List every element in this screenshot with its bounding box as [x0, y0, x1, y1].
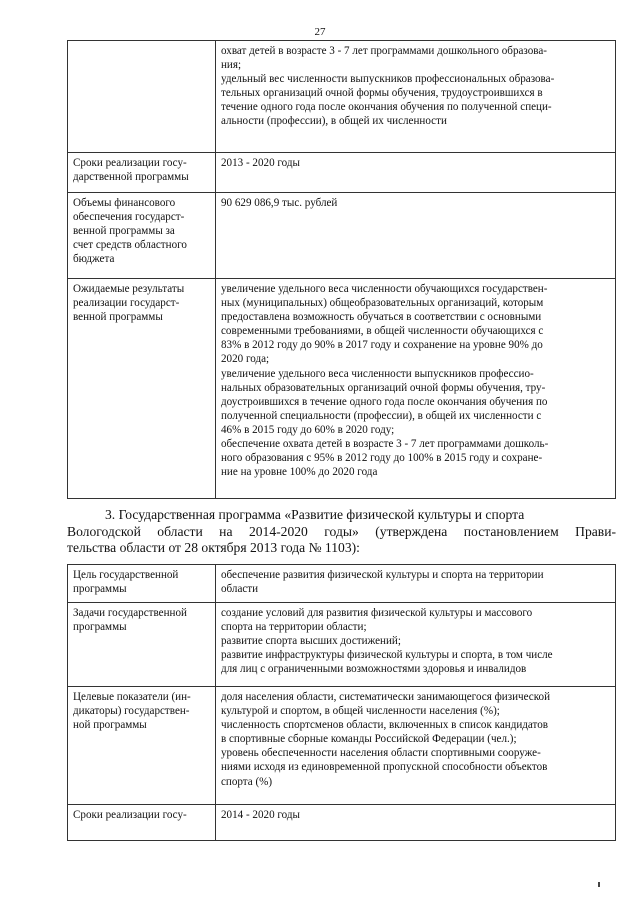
text-line: 90 629 086,9 тыс. рублей	[221, 197, 338, 209]
label-line: дикаторы) государствен-	[73, 705, 190, 718]
label-line: Задачи государственной	[73, 607, 187, 619]
row-content	[216, 687, 616, 805]
label-line: дарственной программы	[73, 171, 189, 184]
text-line: доля населения области, систематически занимающегося физической	[221, 691, 551, 703]
section-3-heading	[67, 507, 616, 557]
text-line: создание условий для развития физической культуры и массового	[221, 607, 533, 619]
row-label	[68, 279, 216, 499]
label-line: Ожидаемые результаты	[73, 283, 185, 295]
label-line: Объемы финансового	[73, 197, 176, 209]
text-line: увеличение удельного веса численности выпускников профессио-	[221, 367, 534, 380]
label-line: обеспечения государст-	[73, 211, 185, 224]
row-label	[68, 687, 216, 805]
text-line: 2013 - 2020 годы	[221, 157, 300, 169]
text-line: доустроившихся в течение одного года после окончания обучения по	[221, 395, 548, 408]
label-line: счет средств областного	[73, 239, 187, 252]
scan-mark	[598, 882, 600, 887]
label-line: венной программы за	[73, 225, 175, 238]
text-line: ниями исходя из единовременной пропускной способности объектов	[221, 761, 548, 774]
program-passport-table-2	[67, 564, 616, 841]
text-line: культурой и спортом, в общей численности населения (%);	[221, 705, 500, 718]
text-line: в спортивные сборные команды Российской Федерации (чел.);	[221, 733, 517, 746]
label-line: Сроки реализации госу-	[73, 809, 187, 821]
program-passport-table-1	[67, 40, 616, 499]
row-label	[68, 565, 216, 603]
label-line: программы	[73, 583, 127, 596]
text-line: уровень обеспеченности населения области спортивными сооруже-	[221, 747, 541, 760]
text-line: течение одного года после окончания обучения по полученной специ-	[221, 101, 552, 114]
row-content	[216, 41, 616, 153]
text-line: 46% в 2015 году до 60% в 2020 году;	[221, 423, 395, 436]
heading-line: Вологодской области на 2014-2020 годы» (утверждена постановлением Прави-	[67, 523, 616, 539]
row-label	[68, 603, 216, 687]
label-line: программы	[73, 621, 127, 634]
text-line: удельный вес численности выпускников профессиональных образова-	[221, 73, 555, 86]
table-row	[68, 805, 616, 841]
row-label	[68, 805, 216, 841]
text-line: полученной специальности (профессии), в общей их численности с	[221, 409, 542, 422]
text-line: увеличение удельного веса численности обучающихся государствен-	[221, 283, 548, 295]
row-content	[216, 805, 616, 841]
table-row	[68, 565, 616, 603]
table-row	[68, 153, 616, 193]
table-row	[68, 279, 616, 499]
label-line: Цель государственной	[73, 569, 179, 581]
heading-line: тельства области от 28 октября 2013 года № 1103):	[67, 540, 360, 555]
text-line: предоставлена возможность обучаться в соответствии с основными	[221, 311, 542, 324]
text-line: тельных организаций очной формы обучения, трудоустроившихся в	[221, 87, 543, 100]
text-line: ние на уровне 100% до 2020 года	[221, 466, 378, 479]
text-line: ния;	[221, 59, 242, 72]
table-row	[68, 687, 616, 805]
label-line: Сроки реализации госу-	[73, 157, 187, 169]
text-line: развитие спорта высших достижений;	[221, 635, 401, 648]
row-label	[68, 153, 216, 193]
row-label	[68, 41, 216, 153]
label-line: бюджета	[73, 253, 115, 266]
row-content	[216, 153, 616, 193]
text-line: численность спортсменов области, включенных в список кандидатов	[221, 719, 549, 732]
text-line: обеспечение развития физической культуры и спорта на территории	[221, 569, 544, 581]
text-line: ного образования с 95% в 2012 году до 100% в 2015 году и сохране-	[221, 452, 543, 465]
text-line: 2020 года;	[221, 353, 270, 366]
text-line: нальных образовательных организаций очной формы обучения, тру-	[221, 381, 546, 394]
table-row	[68, 603, 616, 687]
text-line: 2014 - 2020 годы	[221, 809, 300, 821]
text-line: обеспечение охвата детей в возрасте 3 - 7 лет программами дошколь-	[221, 438, 549, 451]
text-line: для лиц с ограниченными возможностями здоровья и инвалидов	[221, 663, 527, 676]
row-label	[68, 193, 216, 279]
row-content	[216, 279, 616, 499]
text-line: 83% в 2012 году до 90% в 2017 году и сохранение на уровне 90% до	[221, 339, 543, 352]
label-line: ной программы	[73, 719, 147, 732]
table-row	[68, 41, 616, 153]
heading-line: 3. Государственная программа «Развитие физической культуры и спорта	[105, 507, 525, 522]
text-line: спорта (%)	[221, 775, 273, 788]
text-line: области	[221, 583, 259, 596]
row-content	[216, 193, 616, 279]
table-row	[68, 193, 616, 279]
row-content	[216, 565, 616, 603]
label-line: венной программы	[73, 311, 163, 324]
text-line: охват детей в возрасте 3 - 7 лет программами дошкольного образова-	[221, 45, 547, 57]
text-line: спорта на территории области;	[221, 621, 367, 634]
text-line: развитие инфраструктуры физической культуры и спорта, в том числе	[221, 649, 553, 662]
text-line: ных (муниципальных) общеобразовательных организаций, которым	[221, 297, 544, 310]
row-content	[216, 603, 616, 687]
text-line: современными требованиями, в общей численности обучающихся с	[221, 325, 544, 338]
label-line: реализации государст-	[73, 297, 180, 310]
label-line: Целевые показатели (ин-	[73, 691, 191, 703]
page-number: 27	[314, 26, 326, 38]
text-line: альности (профессии), в общей их численности	[221, 115, 447, 128]
